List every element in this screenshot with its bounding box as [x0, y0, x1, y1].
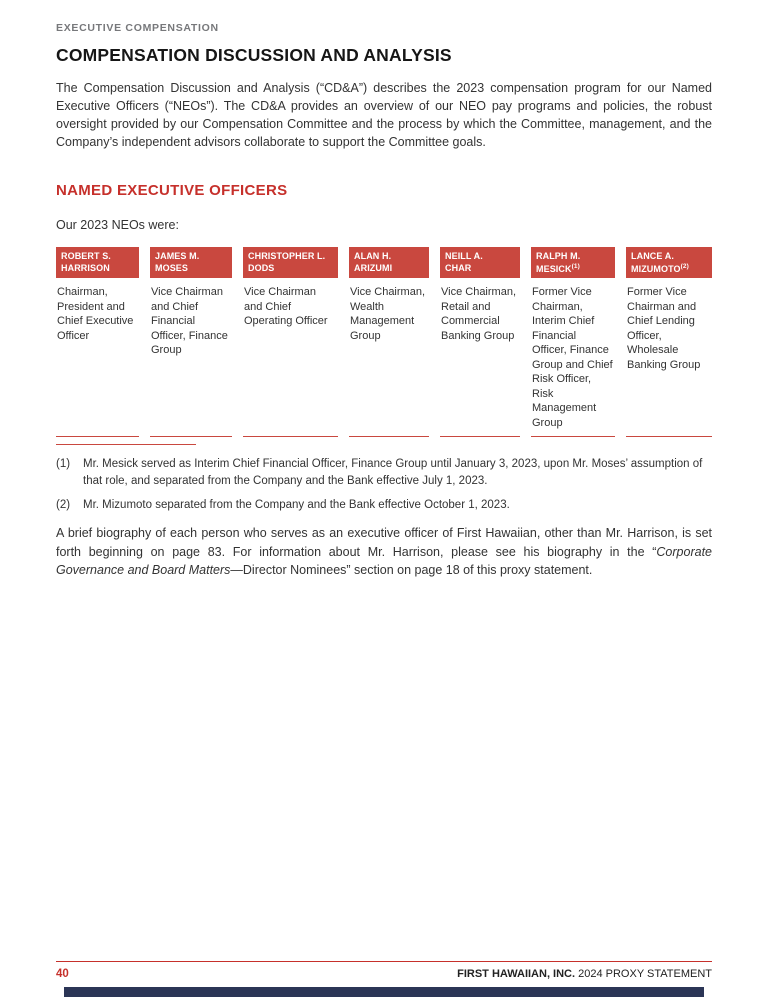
officer-name-badge	[150, 247, 232, 278]
footnotes	[56, 456, 712, 513]
footer-document-name: 2024 PROXY STATEMENT	[578, 968, 712, 980]
officer-name-badge	[349, 247, 429, 278]
footnote-1	[56, 456, 712, 489]
officer-name-line1: ROBERT S.	[61, 251, 111, 261]
officer-rule	[349, 436, 429, 437]
named-executive-officers-heading: NAMED EXECUTIVE OFFICERS	[56, 182, 288, 199]
officer-name-line2: DODS	[248, 262, 275, 273]
officer-name-line2: HARRISON	[61, 262, 110, 273]
officer-footnote-ref: (1)	[571, 262, 580, 270]
officer-rule	[531, 436, 615, 437]
officer-title-text: Vice Chairman and Chief Operating Officer	[244, 286, 328, 327]
officer-name-badge	[440, 247, 520, 278]
officer-rule	[626, 436, 712, 437]
officer-column-harrison	[56, 247, 139, 437]
footer-company-name: FIRST HAWAIIAN, INC.	[457, 968, 576, 980]
officer-name-line2: CHAR	[445, 262, 472, 273]
officer-name-line1: ALAN H.	[354, 251, 392, 261]
footnote-text: Mr. Mizumoto separated from the Company and the Bank effective October 1, 2023.	[83, 499, 510, 512]
footnote-marker: (2)	[56, 499, 71, 512]
officer-column-arizumi	[349, 247, 429, 437]
officer-title-text: Vice Chairman, Wealth Management Group	[350, 286, 425, 342]
officer-column-mesick	[531, 247, 615, 437]
officer-name-line1: LANCE A.	[631, 251, 674, 261]
closing-text-1: A brief biography of each person who serves as an executive officer of First Hawaiian, other than Mr. Harrison, is set forth beginning on page 83. For information about Mr. Harrison, please see his biography in the “	[56, 526, 712, 559]
page-number: 40	[56, 968, 69, 980]
footer-document-title	[457, 968, 712, 980]
footnote-text: Mr. Mesick served as Interim Chief Financial Officer, Finance Group until January 3, 2023, upon Mr. Moses’ assumption of that role, and separated from the Company and the Bank effective July 1, 2023.	[83, 458, 703, 487]
officer-name-line2-text: MESICK	[536, 263, 572, 274]
closing-italic-reference: Corporate Governance and Board Matters	[56, 544, 712, 577]
officer-title-text: Former Vice Chairman and Chief Lending Officer, Wholesale Banking Group	[627, 286, 701, 371]
neo-intro-text: Our 2023 NEOs were:	[56, 218, 179, 232]
officer-title-text: Chairman, President and Chief Executive Officer	[57, 286, 134, 342]
footnote-2	[56, 497, 712, 513]
officer-name-line2	[631, 263, 707, 276]
officer-name-line2-text: MIZUMOTO	[631, 263, 681, 274]
officer-name-line2: MOSES	[155, 262, 189, 273]
officer-title-text: Vice Chairman and Chief Financial Officer, Finance Group	[151, 286, 228, 356]
officer-column-mizumoto	[626, 247, 712, 437]
officer-rule	[243, 436, 338, 437]
officer-footnote-ref: (2)	[680, 262, 689, 270]
officer-column-moses	[150, 247, 232, 437]
page-title: COMPENSATION DISCUSSION AND ANALYSIS	[56, 45, 452, 65]
officer-name-line1: RALPH M.	[536, 251, 581, 261]
officer-name-line2	[536, 263, 610, 276]
secondary-rule	[56, 444, 196, 445]
footnote-marker: (1)	[56, 458, 71, 471]
officer-rule	[440, 436, 520, 437]
section-eyebrow: EXECUTIVE COMPENSATION	[56, 22, 219, 34]
officer-name-badge	[531, 247, 615, 278]
officer-column-char	[440, 247, 520, 437]
officer-name-badge	[243, 247, 338, 278]
closing-text-2: —Director Nominees” section on page 18 of this proxy statement.	[230, 562, 593, 577]
officer-name-badge	[56, 247, 139, 278]
officer-grid	[56, 247, 712, 437]
page-footer	[56, 961, 712, 980]
officer-rule	[56, 436, 139, 437]
officer-rule	[150, 436, 232, 437]
officer-name-badge	[626, 247, 712, 278]
closing-paragraph	[56, 524, 712, 579]
officer-name-line1: JAMES M.	[155, 251, 200, 261]
officer-title-text: Former Vice Chairman, Interim Chief Financial Officer, Finance Group and Chief Risk Officer, Risk Management Group	[532, 286, 613, 429]
officer-name-line2: ARIZUMI	[354, 262, 393, 273]
officer-name-line1: NEILL A.	[445, 251, 483, 261]
bottom-navy-bar	[64, 987, 704, 997]
officer-name-line1: CHRISTOPHER L.	[248, 251, 326, 261]
officer-column-dods	[243, 247, 338, 437]
intro-paragraph: The Compensation Discussion and Analysis (“CD&A”) describes the 2023 compensation program for our Named Executive Officers (“NEOs”). The CD&A provides an overview of our NEO pay programs and policies, the robust oversight provided by our Compensation Committee and the process by which the Committee, management, and the Company’s independent advisors collaborate to support the Committee goals.	[56, 81, 712, 149]
officer-title-text: Vice Chairman, Retail and Commercial Banking Group	[441, 286, 516, 342]
